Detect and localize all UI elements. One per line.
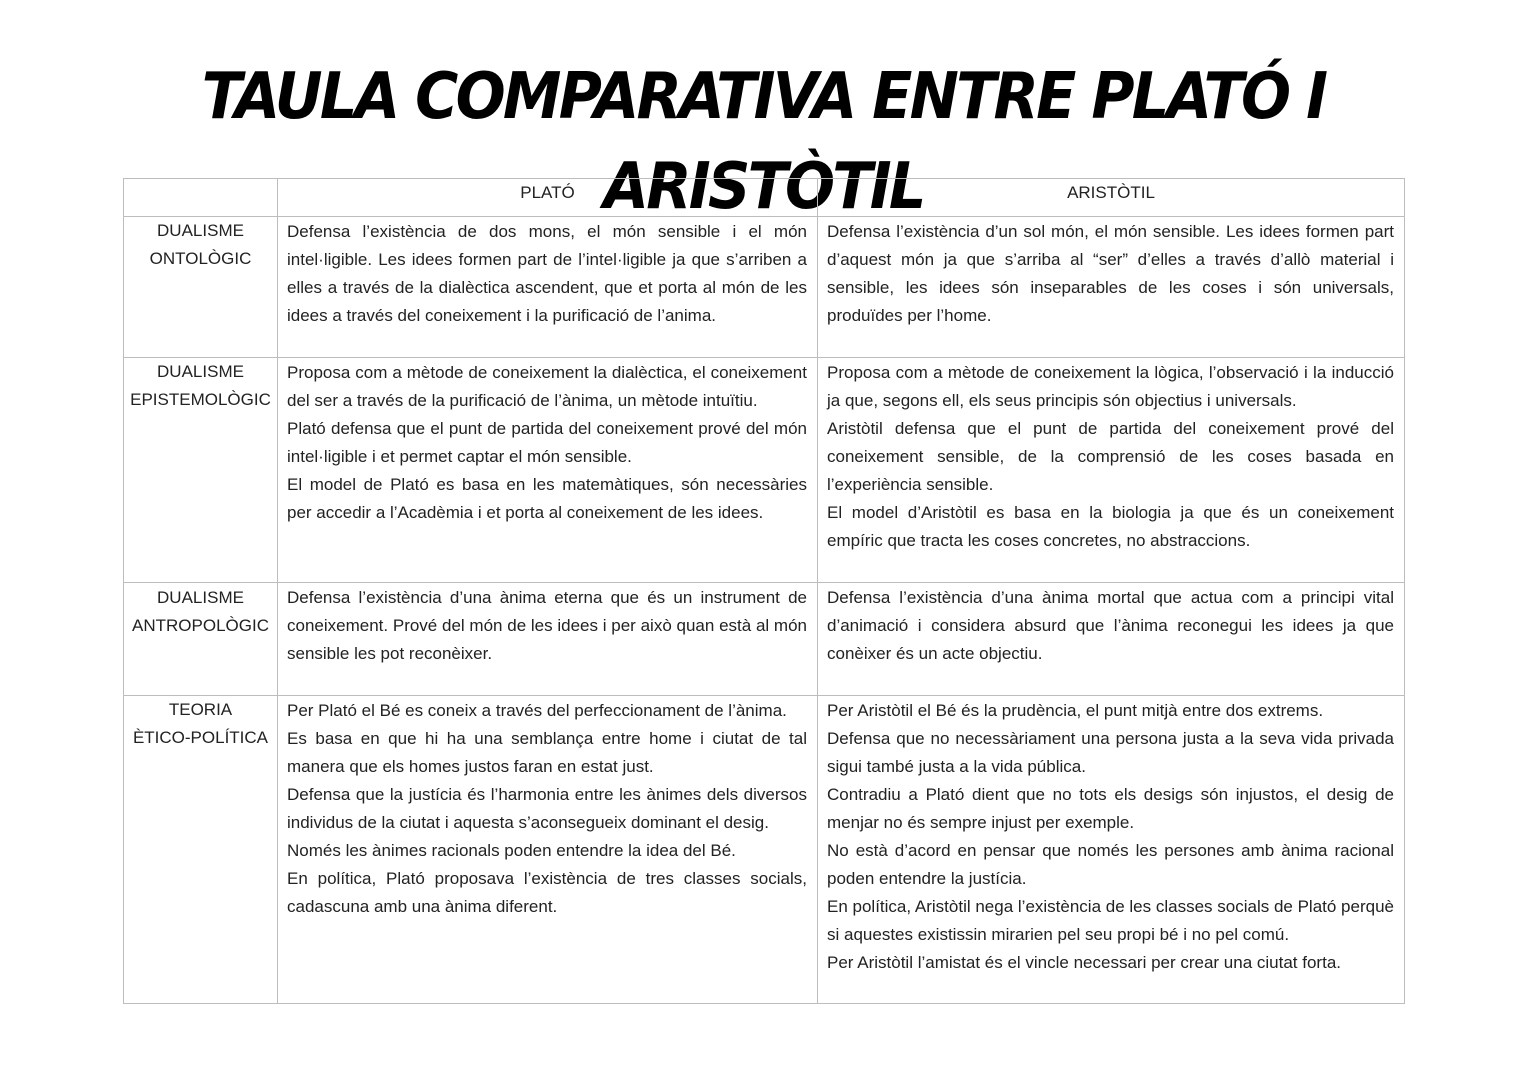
row-label-line: ANTROPOLÒGIC: [132, 616, 269, 635]
cell-paragraph: Plató defensa que el punt de partida del coneixement prové del món intel·ligible i et permet captar el món sensible.: [287, 419, 807, 466]
table-header-row: [124, 179, 1405, 217]
cell-paragraph: Defensa l’existència d’un sol món, el món sensible. Les idees formen part d’aquest món ja que s’arriba al “ser” d’elles a través d’allò material i sensible, les idees són inseparables de les coses i són universals, produïdes per l’home.: [827, 222, 1394, 325]
cell-paragraph: No està d’acord en pensar que només les persones amb ànima racional poden entendre la justícia.: [827, 841, 1394, 888]
table-row: [124, 583, 1405, 696]
plato-cell: [278, 696, 818, 1004]
cell-paragraph: Es basa en que hi ha una semblança entre home i ciutat de tal manera que els homes justos faran en estat just.: [287, 729, 807, 776]
cell-paragraph: El model d’Aristòtil es basa en la biologia ja que és un coneixement empíric que tracta les coses concretes, no abstraccions.: [827, 503, 1394, 550]
cell-paragraph: Per Aristòtil l’amistat és el vincle necessari per crear una ciutat forta.: [827, 953, 1341, 972]
row-label-line: DUALISME: [157, 588, 244, 607]
cell-paragraph: Aristòtil defensa que el punt de partida del coneixement prové del coneixement sensible, de la comprensió de les coses basada en l’experiència sensible.: [827, 419, 1394, 494]
cell-paragraph: Només les ànimes racionals poden entendre la idea del Bé.: [287, 841, 736, 860]
cell-paragraph: Defensa que la justícia és l’harmonia entre les ànimes dels diversos individus de la ciutat i aquesta s’aconsegueix dominant el desig.: [287, 785, 807, 832]
comparison-table: [123, 178, 1405, 1004]
cell-paragraph: El model de Plató es basa en les matemàtiques, són necessàries per accedir a l’Acadèmia i et porta al coneixement de les idees.: [287, 475, 807, 522]
table-row: [124, 217, 1405, 358]
plato-cell: [278, 583, 818, 696]
row-label-teoria-etico-politica: [124, 696, 278, 1004]
row-label-line: TEORIA: [168, 700, 233, 719]
cell-paragraph: Contradiu a Plató dient que no tots els desigs són injustos, el desig de menjar no és sempre injust per exemple.: [827, 785, 1394, 832]
cell-paragraph: Per Plató el Bé es coneix a través del perfeccionament de l’ànima.: [287, 701, 787, 720]
header-corner-cell: [124, 179, 278, 217]
cell-paragraph: Defensa l’existència d’una ànima mortal que actua com a principi vital d’animació i considera absurd que l’ànima reconegui les idees ja que conèixer és un acte objectiu.: [827, 588, 1394, 663]
cell-paragraph: En política, Aristòtil nega l’existència de les classes socials de Plató perquè si aquestes existissin mirarien pel seu propi bé i no pel comú.: [827, 897, 1394, 944]
header-plato: PLATÓ: [278, 179, 818, 217]
page-title: TAULA COMPARATIVA ENTRE PLATÓ I ARISTÒTIL: [201, 60, 1326, 224]
row-label-line: DUALISME: [157, 362, 244, 381]
cell-paragraph: Proposa com a mètode de coneixement la dialèctica, el coneixement del ser a través de la purificació de l’ànima, un mètode intuïtiu.: [287, 363, 807, 410]
row-label-line: ONTOLÒGIC: [149, 249, 252, 268]
row-label-dualisme-ontologic: [124, 217, 278, 358]
table-row: [124, 358, 1405, 583]
plato-cell: [278, 217, 818, 358]
row-label-line: ÈTICO-POLÍTICA: [132, 728, 269, 747]
row-label-line: EPISTEMOLÒGIC: [130, 390, 271, 409]
cell-paragraph: Defensa l’existència d’una ànima eterna que és un instrument de coneixement. Prové del món de les idees i per això quan està al món sensible les pot reconèixer.: [287, 588, 807, 663]
aristotil-cell: [818, 583, 1405, 696]
cell-paragraph: Proposa com a mètode de coneixement la lògica, l’observació i la inducció ja que, segons ell, els seus principis són objectius i universals.: [827, 363, 1394, 410]
aristotil-cell: [818, 696, 1405, 1004]
plato-cell: [278, 358, 818, 583]
row-label-line: DUALISME: [157, 221, 244, 240]
aristotil-cell: [818, 217, 1405, 358]
cell-paragraph: En política, Plató proposava l’existència de tres classes socials, cadascuna amb una ànima diferent.: [287, 869, 807, 916]
cell-paragraph: Defensa que no necessàriament una persona justa a la seva vida privada sigui també justa a la vida pública.: [827, 729, 1394, 776]
row-label-dualisme-antropologic: [124, 583, 278, 696]
header-aristotil: ARISTÒTIL: [818, 179, 1405, 217]
cell-paragraph: Per Aristòtil el Bé és la prudència, el punt mitjà entre dos extrems.: [827, 701, 1324, 720]
row-label-dualisme-epistemologic: [124, 358, 278, 583]
cell-paragraph: Defensa l’existència de dos mons, el món sensible i el món intel·ligible. Les idees formen part de l’intel·ligible ja que s’arriben a elles a través de la dialèctica ascendent, que et porta al món de les idees a través del coneixement i la purificació de l’anima.: [287, 222, 807, 325]
aristotil-cell: [818, 358, 1405, 583]
table-row: [124, 696, 1405, 1004]
